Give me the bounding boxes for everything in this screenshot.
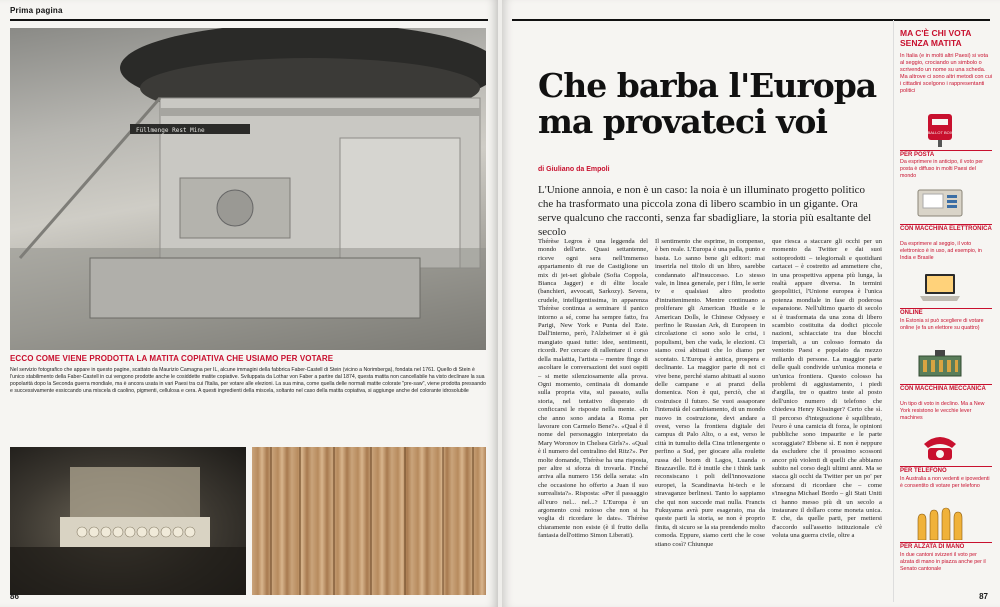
sidebar-rule [900,466,992,467]
sidebar-entry-title: CON MACCHINA MECCANICA [900,386,986,392]
photo-sign-text: Füllmenge Rest Mine [136,127,205,134]
mailbox-icon [920,108,960,148]
wood-seam [370,447,372,595]
caption-body: Nel servizio fotografico che appare in questo pagine, scattato da Maurizio Camagna per IL, alcune immagini della fabbrica Faber-Castell di Stein (vicino a Norimberga), fondata nel 1761. Quello di Stein è l'unico stabilimento della Faber-Castell in cui vengono prodotte anche le cosiddette matite copiative. Sviluppata da Lothar von Faber a partire dal 1874, questa matita non cancellabile ha visto declinare la sua popolarità dopo la Seconda guerra mondiale, ma è ancora usata in vari Paesi tra cui l'Italia, per votare alle elezioni. La sua mina, come quella delle normali matite colorate "pre-saw", viene prodotta pressando e successivamente essiccando una miscela di caolino, pigmenti, cellulosa e cera. A questi ingredienti della miscela, soltanto nel caso della matita copiativa, si aggiunge anche del colorante idrosolubile [10,367,486,394]
page-number-left: 86 [10,592,19,601]
wood-seam [333,447,335,595]
sidebar-entry-text: In due cantoni svizzeri il voto per alzata di mano in piazza anche per il Senato cantonale [900,552,986,572]
article-column-3: que riesca a staccare gli occhi per un momento da Twitter e dai suoi sottoprodotti – telegiornali e quotidiani cartacei – è costretto ad ammettere che, in una prospettiva appena più lunga, la realtà appare diversa. In termini geopolitici, l'Unione europea è l'unica potenza mondiale in fase di poderosa espansione. Nell'ultimo quarto di secolo si è trasformata da una zona di libero scambio costituita da dodici piccole nazioni, schiacciate tra due blocchi imperiali, a un colosso formato da ventotto Paesi e popolato da mezzo miliardo di persone. La maggior parte delle quali condivide un'unica moneta e un'unica frontiera. Questo colosso ha problemi di aggiustamento, i piedi d'argilla, tre o quattro teste al posto dell'unico numero di telefono che chiedeva Henry Kissinger? Certo che sì. Il percorso d'integrazione è squilibrato, l'euro è una camicia di forza, le opinioni pubbliche sono impaurite e le parte scoraggiate? Ebbene sì. E non è neppure da escludere che il prossimo scossoni ancor più violenti di quelli che abbiamo subito nel corso degli ultimi anni. Ma se stacca gli occhi da Twitter per un po' per sforzarsi di ricordare che – come s'insegna Michael Bordo – gli Stati Uniti ci hanno messo più di un secolo a instaurare il dollaro come moneta unica. E che, da quelle parti, per mettersi d'accordo sull'assetto istituzionale c'è voluta una guerra civile, oltre a [772,238,882,540]
pencil-tips-photo [10,447,246,595]
caption-title: ECCO COME VIENE PRODOTTA LA MATITA COPIATIVA CHE USIAMO PER VOTARE [10,354,334,363]
page-number-right: 87 [979,592,988,601]
section-label: Prima pagina [10,6,63,15]
sidebar-rule [900,542,992,543]
left-page [0,0,498,607]
sidebar-entry-title: CON MACCHINA ELETTRONICA [900,226,992,232]
headline-line-1: Che barba l'Europa [538,66,877,105]
raised-hands-icon [912,506,968,540]
sidebar-rule [900,384,992,385]
sidebar-entry-title: PER TELEFONO [900,468,947,474]
article-column-1: Thérèse Legros è una leggenda del mondo dell'arte. Quasi settantenne, riceve ogni sera nell'immenso appartamento di rue de Castiglione un mix di jet-set globale (Sofia Coppola, Bianca Jagger) e di élite locale (banchieri, avvocati, Sarkozy). Severa, crudele, intelligentissima, in apparenza Thérèse continua a seminare il panico intorno a sé, come ha sempre fatto, fra Parigi, New York e Punta del Este. Dall'interno, però, l'Alzheimer si è già mangiato quasi tutte: idee, sentimenti, ricordi. Per cercare di rallentare il corso della malattia, l'artista – mentre finge di ascoltare le conversazioni dei suoi ospiti – si mette silenziosamente alla prova. Ogni momento, centinaia di domande sulla propria vita, sul passato, sulla storia, nel tentativo disperato di conficcarsi le risposte nella mente. «In che anno sono andata a Roma per lavorare con Carmelo Bene?». «Qual è il nome del personaggio interpretato da Mary Woronov in Chelsea Girls?». «Qual è il numero del centralino del Ritz?». Per molte domande, Thérèse ha una risposta, per altre si sforza di trovarla. Finché arriva alla numero 156 della serata: «In che occasione ho offerto a Juan il suo surrealista?». Risposta: «Per il passaggio all'euro nel... nel...? L'Europa è un argomento così noioso che non si ha voglia di ricordare le date». Thérèse chiaramente non esiste (è il frutto della fantasia dell'ottimo Simon Liberati). [538,238,648,540]
headline-line-2: ma provateci voi [538,102,827,141]
factory-machine-photo [10,28,486,350]
article-headline [538,68,878,140]
sidebar-entry-title: ONLINE [900,310,923,316]
sidebar-entry-title: PER ALZATA DI MANO [900,544,965,550]
standfirst: L'Unione annoia, e non è un caso: la noia è un illuminato progetto politico che ha trasformato una piccola zona di libero scambio in un gigante. Ora serve qualcuno che racconti, senza far sbadigliare, la storia più esaltante del secolo [538,184,872,238]
wood-seam [299,447,301,595]
sidebar-intro: In Italia (e in molti altri Paesi) si vota al seggio, crociando un simbolo o scrivendo un nome su una scheda. Ma altrove ci sono altri metodi con cui i cittadini scelgono i rappresentanti politici [900,53,993,94]
pencil-tips-illustration [10,447,246,595]
sidebar-rule [900,308,992,309]
wood-slats-photo [252,447,486,595]
machine-illustration [10,28,486,350]
sidebar-entry-text: Da esprimere al seggio, il voto elettronico è in uso, ad esempio, in India e Brasile [900,241,982,261]
wood-seam [404,447,406,595]
sidebar-title: MA C'È CHI VOTA SENZA MATITA [900,28,972,48]
sidebar-entry-text: Un tipo di voto in declino. Ma a New York resistono le vecchie lever machines [900,401,985,421]
byline: di Giuliano da Empoli [538,166,610,173]
lever-machine-icon [915,348,965,382]
sidebar-entry-text: In Australia a non vedenti e ipovedenti è consentito di votare per telefono [900,476,990,489]
voting-machine-icon [915,186,965,222]
telephone-icon [918,430,962,464]
sidebar-rule [900,150,992,151]
laptop-icon [915,270,965,306]
sidebar-rule [900,224,992,225]
article-column-2: Il sentimento che esprime, in compenso, è ben reale. L'Europa è una palla, punto e basta. Lo sanno bene gli editori: mai inserirla nel titolo di un libro, sarebbe condannato all'insuccesso. Lo stesso vale, in linea generale, per i film, le serie tv e qualsiasi altro prodotto d'intrattenimento. Mentre continuano a proliferare gli American Hustle e le American Dolls, le Chinese Odyssey e perfino le Russian Ark, di Europeen in circolazione ci sono solo le crisi, i populismi, ben che vada, le elezioni. Ci siamo così abituati che lo diamo per scontato. L'Europa è antica, prospera e declinante. La maggior parte di noi ci vive bene, perché siamo abituati al suono delle campane e ai pranzi della domenica. Non è qui, perciò, che si costruisce il futuro. Se vuoi assaporare l'intensità del cambiamento, di un mondo nuovo in costruzione, devi andare a ovest, verso la frontiera digitale dei campus di Palo Alto, o a est, verso le città in tumulto della Cina trilenergente o perfino a Sud, per giocare alla roulette russa del boom di Lagos, Luanda o Brazzaville. Ed è inutile che i think tank reconsiscano i poli dell'innovazione europei, la Scandinavia hi-tech e le stravaganze berlinesi. Tanto lo sappiamo che qui non succede mai nulla. Francis Fukuyama avrà pure esagerato, ma da queste parti la storia, se non è proprio finita, di sicuro se la sta prendendo molto comoda. Eppure, siamo certi che le cose stiano così? Chiunque [655,238,765,548]
wood-seam [442,447,444,595]
section-rule [10,19,488,21]
sidebar-entry-title: PER POSTA [900,152,935,158]
sidebar-entry-text: Da esprimere in anticipo, il voto per posta è diffuso in molti Paesi del mondo [900,159,984,179]
mailbox-label: BALLOT BOX [927,130,953,135]
wood-seam [472,447,474,595]
sidebar-entry-text: In Estonia si può scegliere di votare online (e fa un elettore su quattro) [900,318,984,331]
wood-seam [270,447,272,595]
